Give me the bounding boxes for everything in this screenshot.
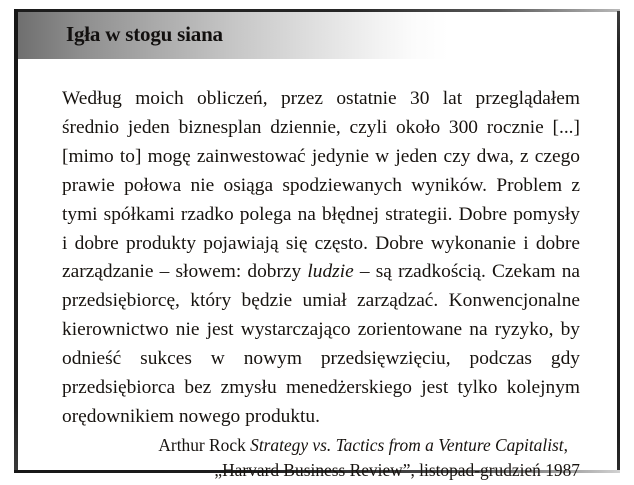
quote-body [62,85,580,432]
attribution-line-author [62,433,580,458]
quote-attribution [62,433,580,482]
attribution-work-title: Strategy vs. Tactics from a Venture Capitalist [250,435,564,455]
callout-right-rule [617,11,620,473]
callout-header-band [18,12,616,59]
quote-run-2: – są rzadkością. Czekam na przedsiębiorcę, który będzie umiał zarządzać. Konwencjonalne kierownictwo nie jest wystarczająco zorientowane na ryzyko, by odnieść sukces w nowym przedsięwzięciu, podczas gdy przedsiębiorca bez zmysłu menedżerskiego jest tylko kolejnym orędownikiem nowego produktu. [62,261,581,427]
callout-title: Igła w stogu siana [66,22,223,46]
quote-run-emphasis: ludzie [307,261,354,283]
quote-paragraph [62,85,580,432]
callout-left-rule [14,9,18,473]
attribution-work-title-comma: , [563,435,568,455]
attribution-line-source: „Harvard Business Review”, listopad-grudzień 1987 [214,459,580,480]
quote-run-1: Według moich obliczeń, przez ostatnie 30 lat przeglądałem średnio jeden biznesplan dziennie, czyli około 300 rocznie [...] [mimo to] mogę zainwestować jedynie w jeden czy dwa, z czego prawie połowa nie osiąga spodziewanych wyników. Problem z tymi spółkami rzadko polega na błędnej strategii. Dobre pomysły i dobre produkty pojawiają się często. Dobre wykonanie i dobre zarządzanie – słowem: dobrzy [62,88,580,283]
attribution-author: Arthur Rock [158,435,246,455]
quote-callout-box [14,9,620,480]
